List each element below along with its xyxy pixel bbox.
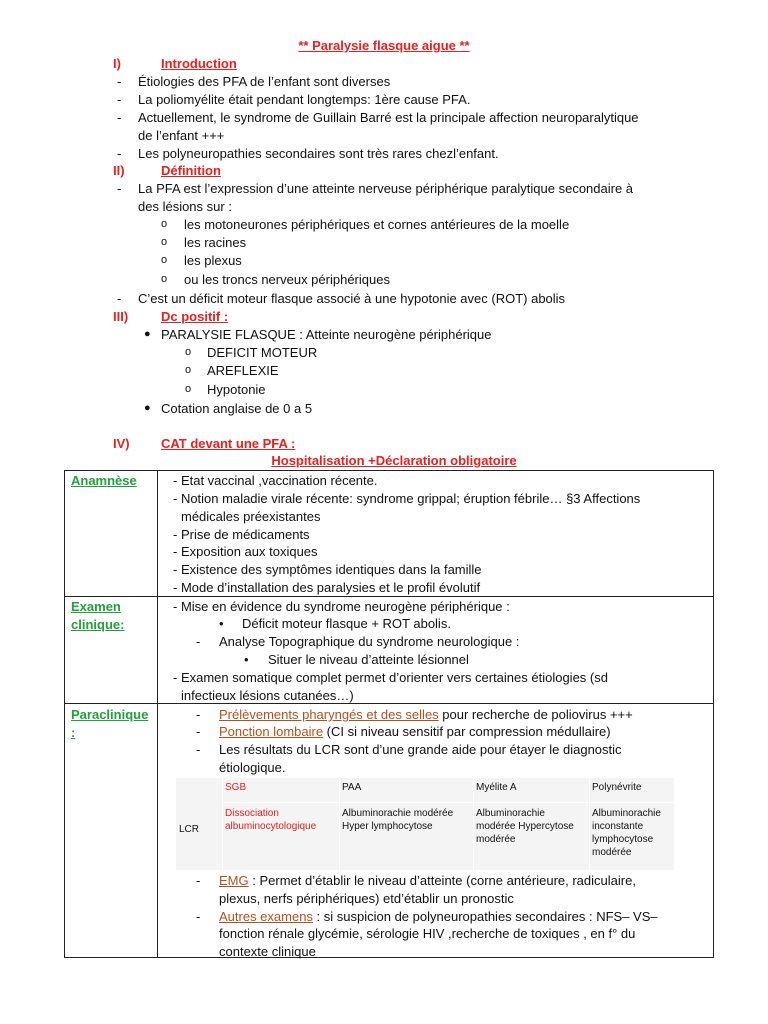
- paraclinique-ponction: Ponction lombaire (CI si niveau sensitif par compression médullaire): [219, 724, 611, 739]
- lcr-row-label: LCR: [179, 824, 200, 835]
- row-label-anamnese: Anamnèse: [71, 473, 137, 488]
- lcr-table: [176, 778, 674, 870]
- row-label-examen: clinique:: [71, 617, 125, 632]
- paraclinique-prelevements: Prélèvements pharyngés et des selles pour recherche de poliovirus +++: [219, 707, 633, 722]
- paraclinique-emg: EMG : Permet d’établir le niveau d’atteinte (corne antérieure, radiculaire,: [219, 873, 636, 888]
- anamnese-line: - Existence des symptômes identiques dans la famille: [173, 562, 482, 577]
- examen-line: - Mise en évidence du syndrome neurogène périphérique :: [173, 599, 510, 614]
- examen-line: - Examen somatique complet permet d’orienter vers certaines étiologies (sd: [173, 670, 608, 685]
- row-label-paraclinique: Paraclinique: [71, 707, 149, 722]
- row-label-examen: Examen: [71, 599, 121, 614]
- anamnese-line: - Exposition aux toxiques: [173, 544, 318, 559]
- lcr-cell: Dissociation: [225, 808, 279, 819]
- anamnese-line: - Prise de médicaments: [173, 527, 310, 542]
- paraclinique-autres: contexte clinique: [219, 944, 316, 959]
- lcr-header: Myélite A: [476, 782, 517, 793]
- anamnese-line: médicales préexistantes: [181, 509, 321, 524]
- examen-bullet-mark: •: [244, 652, 249, 667]
- lcr-cell: Hyper lymphocytose: [342, 821, 433, 832]
- cat-subtitle: Hospitalisation +Déclaration obligatoire: [271, 453, 517, 468]
- document-title: ** Paralysie flasque aigue **: [298, 38, 470, 53]
- lcr-cell: Albuminorachie modérée: [342, 808, 454, 819]
- paraclinique-emg: plexus, nerfs périphériques) etd’établir un pronostic: [219, 891, 514, 906]
- lcr-cell: modérée Hypercytose: [476, 821, 574, 832]
- anamnese-line: - Notion maladie virale récente: syndrome grippal; éruption fébrile… §3 Affections: [173, 491, 641, 506]
- paraclinique-lcr-text: Les résultats du LCR sont d’une grande aide pour étayer le diagnostic: [219, 742, 622, 757]
- examen-line: infectieux lésions cutanées…): [181, 688, 354, 703]
- row-label-paraclinique: :: [71, 725, 76, 740]
- lcr-cell: inconstante: [592, 821, 644, 832]
- lcr-cell: Albuminorachie: [592, 808, 661, 819]
- examen-bullet: Situer le niveau d’atteinte lésionnel: [268, 652, 469, 667]
- lcr-cell: Albuminorachie: [476, 808, 545, 819]
- lcr-cell: modérée: [592, 847, 632, 858]
- examen-bullet-mark: •: [219, 616, 224, 631]
- examen-dash: -: [196, 634, 201, 649]
- lcr-header: SGB: [225, 782, 247, 793]
- lcr-cell: albuminocytologique: [225, 821, 317, 832]
- lcr-cell: lymphocytose: [592, 834, 654, 845]
- paraclinique-lcr-text: étiologique.: [219, 760, 286, 775]
- document-page: ** Paralysie flasque aigue ** I) Introduction - Étiologies des PFA de l’enfant sont diverses - La poliomyélite était pendant longtemps: 1ère cause PFA. - Actuellement, le syndrome de Guillain Barré est la principale affection neuroparalytique de l’enfant +++ - Les polyneuropathies secondaires sont très rares chezl’enfant. II) Définition - La PFA est l’expression d’une atteinte nerveuse périphérique paralytique secondaire à des lésions sur : o les motoneurones périphériques et cornes antérieures de la moelle o les racines o les plexus o ou les troncs nerveux périphériques - C’est un déficit moteur flasque associé à une hypotonie avec (ROT) abolis III) Dc positif : ● PARALYSIE FLASQUE : Atteinte neurogène périphérique o DEFICIT MOTEUR o AREFLEXIE o Hypotonie ● Cotation anglaise de 0 a 5 IV) CAT devant une PFA : Hospitalisation +Déclaration obligatoire Anamnèse Examen clinique: Paraclinique : - Etat vaccinal ,vaccination récente. - Notion maladie virale récente: syndrome grippal; éruption fébrile… §3 Affections médicales préexistantes - Prise de médicaments - Exposition aux toxiques - Existence des symptômes identiques dans la famille - Mode d’installation des paralysies et le profil évolutif - Mise en évidence du syndrome neurogène périphérique : • Déficit moteur flasque + ROT abolis. - Analyse Topographique du syndrome neurologique : • Situer le niveau d’atteinte lésionnel - Examen somatique complet permet d’orienter vers certaines étiologies (sd infectieux lésions cutanées…) - Prélèvements pharyngés et des selles pour recherche de poliovirus +++ - Ponction lombaire (CI si niveau sensitif par compression médullaire) - Les résultats du LCR sont d’une grande aide pour étayer le diagnostic étiologique. LCR SGB PAA Myélite A Polynévrite Dissociation albuminocytologique Albuminorachie modérée Hyper lymphocytose Albuminorachie modérée Hypercytose modérée Albuminorachie inconstante lymphocytose modérée - EMG : Permet d’établir le niveau d’atteinte (corne antérieure, radiculaire, plexus, nerfs périphériques) etd’établir un pronostic - Autres examens : si suspicion de polyneuropathies secondaires : NFS– VS– fonction rénale glycémie, sérologie HIV ,recherche de toxiques , en f° du contexte clinique: [0, 0, 768, 1024]
- lcr-cell: modérée: [476, 834, 516, 845]
- anamnese-line: - Mode d’installation des paralysies et le profil évolutif: [173, 580, 481, 595]
- paraclinique-autres: Autres examens : si suspicion de polyneuropathies secondaires : NFS– VS–: [219, 909, 658, 924]
- paraclinique-autres: fonction rénale glycémie, sérologie HIV ,recherche de toxiques , en f° du: [219, 926, 636, 941]
- lcr-header: Polynévrite: [592, 782, 642, 793]
- anamnese-line: - Etat vaccinal ,vaccination récente.: [173, 473, 378, 488]
- examen-line: Analyse Topographique du syndrome neurologique :: [219, 634, 520, 649]
- examen-bullet: Déficit moteur flasque + ROT abolis.: [242, 616, 451, 631]
- lcr-header: PAA: [342, 782, 362, 793]
